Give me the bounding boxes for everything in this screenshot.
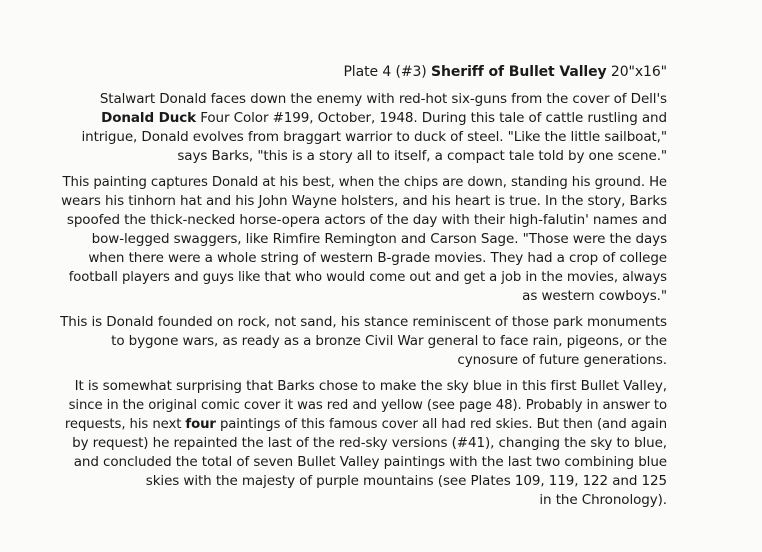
paragraph-4-line-3-b: paintings of this famous cover all had red skies. But then (and again	[215, 417, 667, 432]
paragraph-4-line-3-a: requests, his next	[64, 417, 186, 432]
plate-title	[343, 64, 667, 81]
paragraph-1-line-2-rest: Four Color #199, October, 1948. During this tale of cattle rustling and	[196, 110, 667, 126]
paragraph-4-line-5: and concluded the total of seven Bullet Valley paintings with the last two combining blue	[73, 454, 667, 470]
paragraph-2-line-6: football players and guys like that who would come out and get a job in the movies, always	[68, 270, 667, 285]
paragraph-2-line-7: as western cowboys."	[522, 288, 667, 304]
paragraph-4-line-3	[65, 416, 667, 433]
paragraph-4-line-1: It is somewhat surprising that Barks chose to make the sky blue in this first Bullet Valley,	[74, 378, 667, 394]
paragraph-3-line-2: to bygone wars, as ready as a bronze Civil War general to face rain, pigeons, or the	[111, 333, 667, 349]
paragraph-1-line-2	[101, 110, 667, 127]
emphasis-four: four	[185, 417, 216, 432]
paragraph-2-line-4: bow-legged swaggers, like Rimfire Remington and Carson Sage. "Those were the days	[91, 231, 667, 247]
paragraph-2-line-2: wears his tinhorn hat and his John Wayne holsters, and his heart is true. In the story, Barks	[61, 193, 667, 209]
plate-size: 20"x16"	[610, 64, 667, 80]
paragraph-4-line-4: by request) he repainted the last of the red-sky versions (#41), changing the sky to blue,	[72, 435, 667, 451]
paragraph-1-line-4: says Barks, "this is a story all to itself, a compact tale told by one scene."	[177, 148, 667, 164]
paragraph-2-line-3: spoofed the thick-necked horse-opera actors of the day with their high-falutin' names and	[66, 212, 667, 228]
paragraph-2-line-5: when there were a whole string of western B-grade movies. They had a crop of college	[88, 250, 667, 266]
paragraph-3-line-3: cynosure of future generations.	[457, 352, 667, 368]
paragraph-1-line-3: intrigue, Donald evolves from braggart warrior to duck of steel. "Like the little sailboat,"	[81, 129, 667, 145]
paragraph-4-line-6: skies with the majesty of purple mountains (see Plates 109, 119, 122 and 125	[145, 473, 667, 489]
paragraph-4-line-2: since in the original comic cover it was red and yellow (see page 48). Probably in answer to	[68, 398, 667, 413]
plate-number: Plate 4 (#3)	[343, 64, 427, 80]
paragraph-4-line-7: in the Chronology).	[539, 492, 667, 508]
plate-name: Sheriff of Bullet Valley	[431, 64, 607, 80]
paragraph-2-line-1: This painting captures Donald at his best, when the chips are down, standing his ground. He	[62, 175, 667, 190]
paragraph-1-line-1: Stalwart Donald faces down the enemy with red-hot six-guns from the cover of Dell's	[99, 91, 667, 107]
paragraph-3-line-1: This is Donald founded on rock, not sand, his stance reminiscent of those park monuments	[60, 314, 667, 330]
comic-title: Donald Duck	[101, 110, 197, 126]
